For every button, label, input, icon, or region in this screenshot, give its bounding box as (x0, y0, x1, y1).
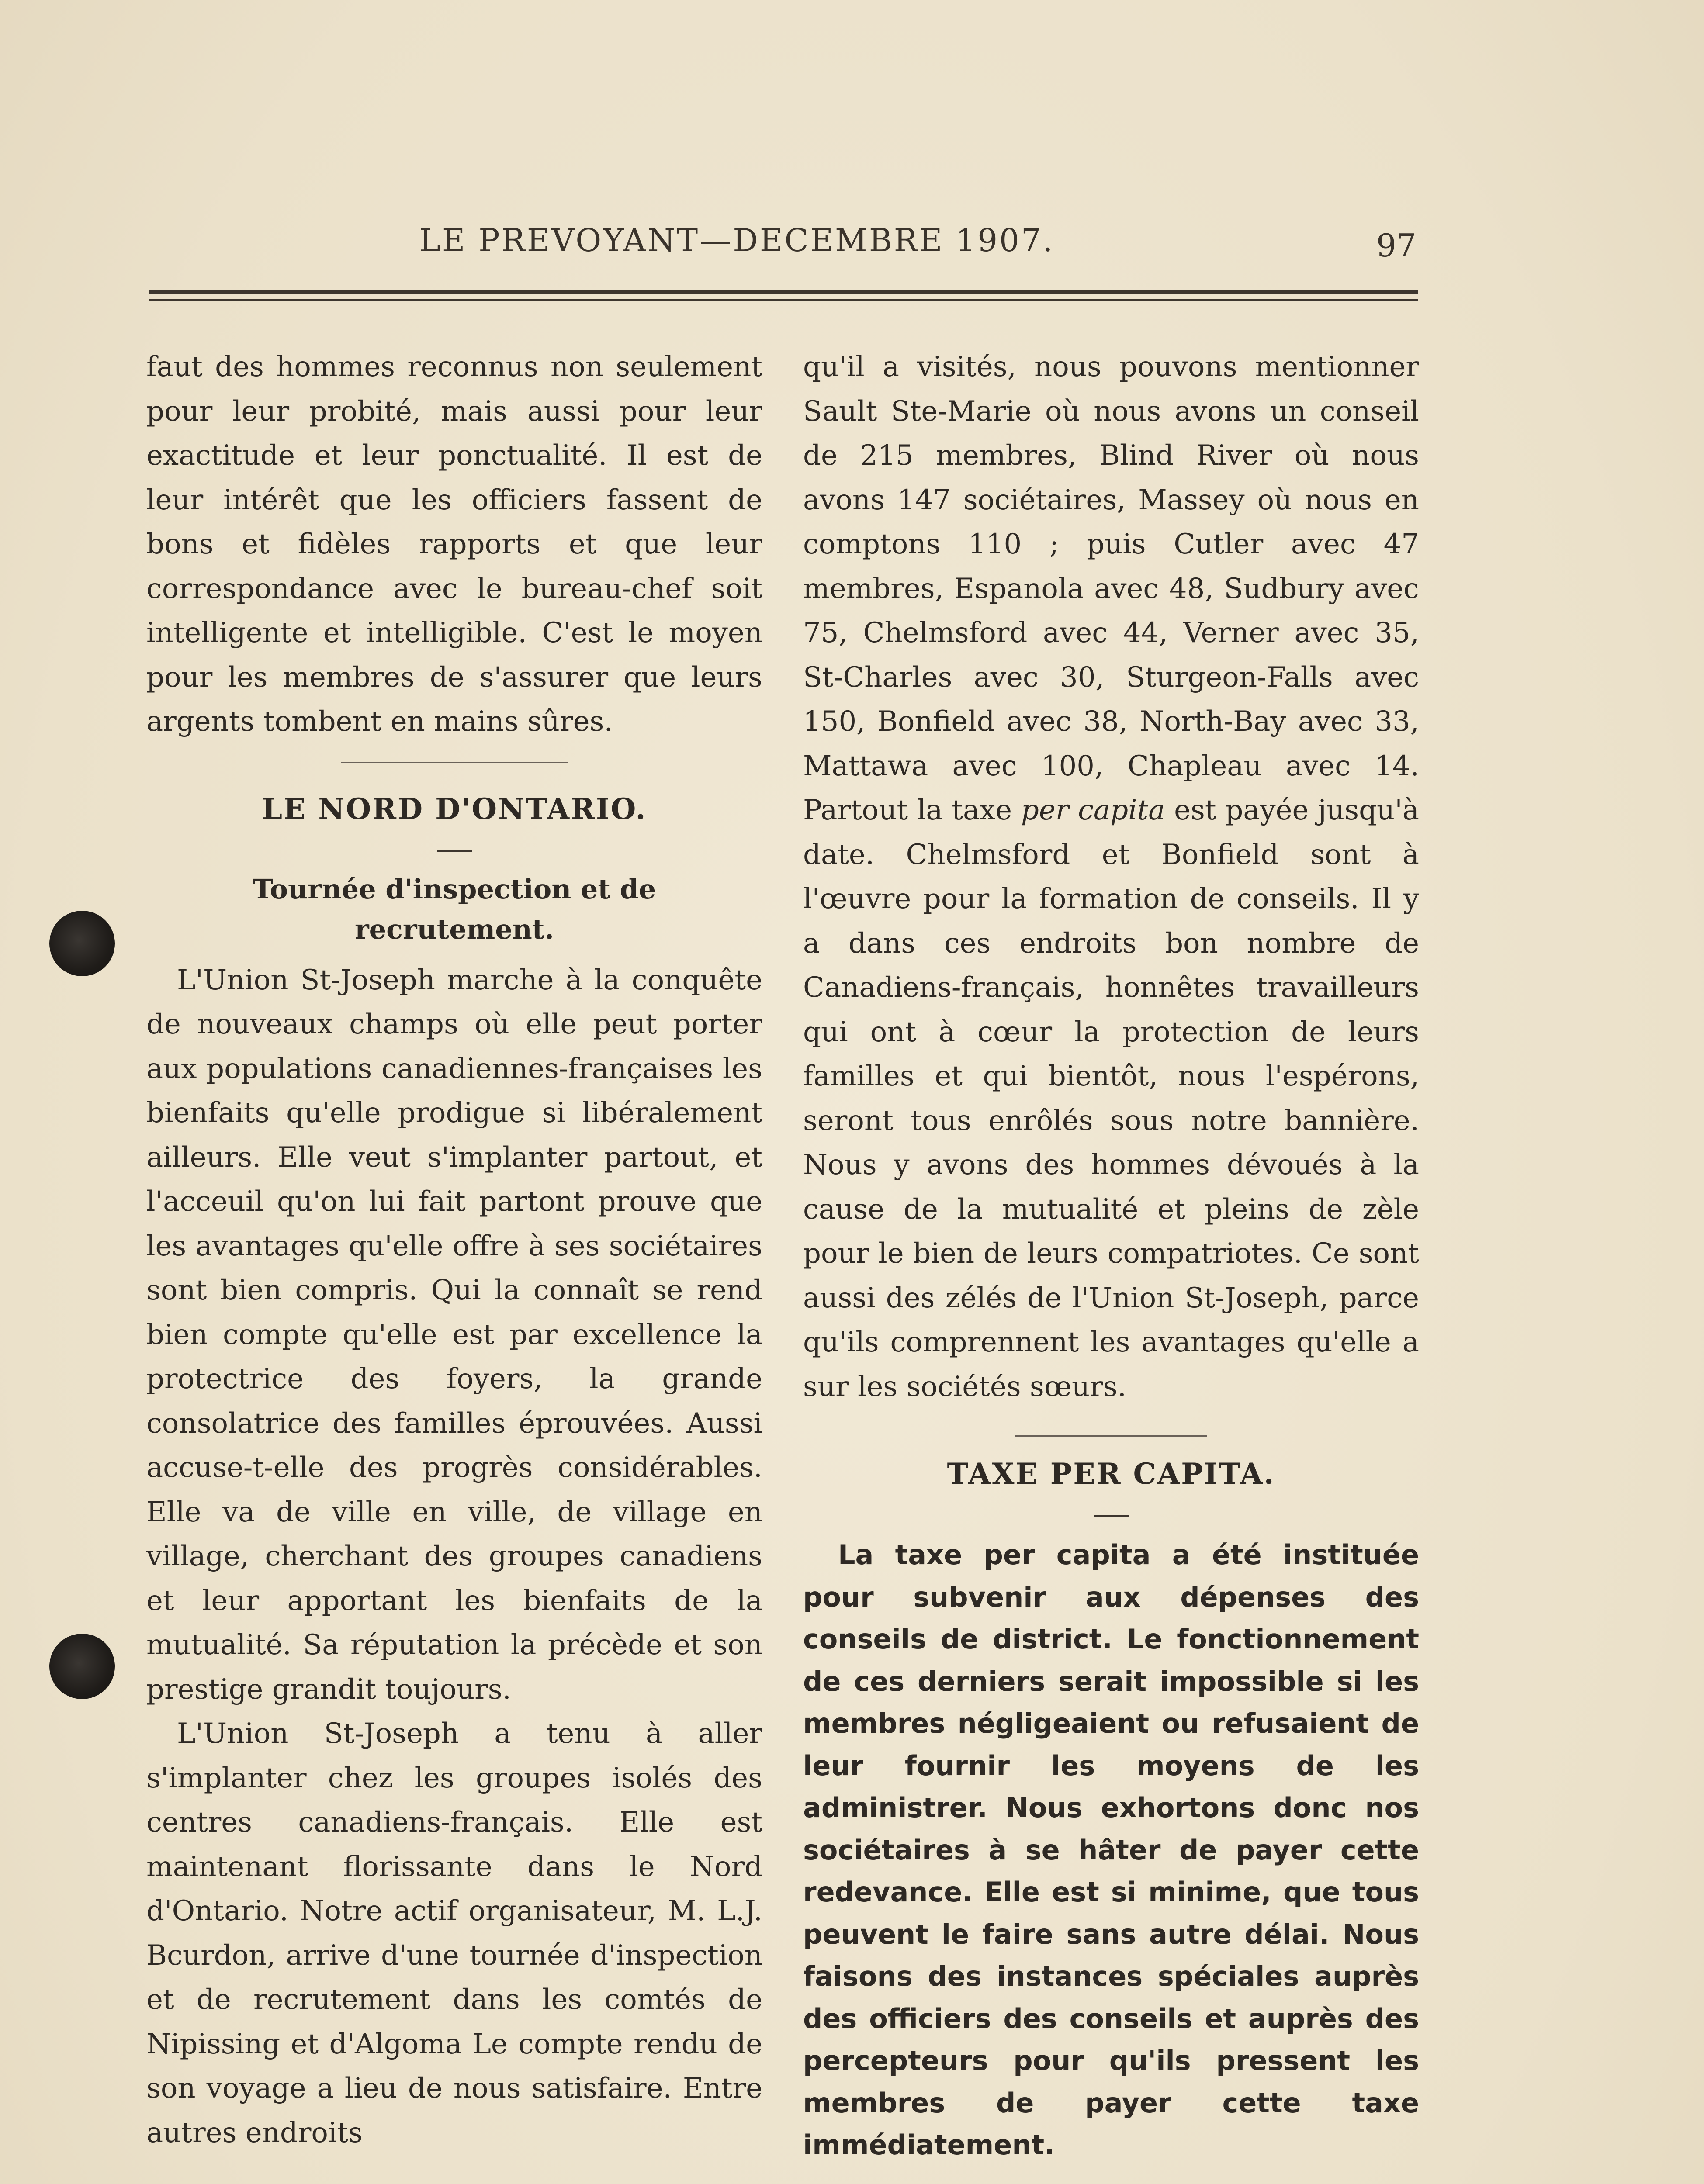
paragraph-text: qu'il a visités, nous pouvons mentionner Sault Ste-Marie où nous avons un conseil de 215 membres, Blind River où nous avons 147 sociétaires, Massey où nous en comptons 110 ; puis Cutler avec 47 membres, Espanola avec 48, Sudbury avec 75, Chelmsford avec 44, Verner avec 35, St-Charles avec 30, Sturgeon-Falls avec 150, Bonfield avec 38, North-Bay avec 33, Mattawa avec 100, Chapleau avec 14. Partout la taxe (803, 351, 1419, 826)
section-divider (1015, 1435, 1207, 1437)
page-number: 97 (1376, 227, 1417, 264)
section-subtitle: Tournée d'inspection et de recrutement. (253, 873, 656, 945)
section-title: LE NORD D'ONTARIO. (262, 791, 647, 826)
paragraph: L'Union St-Joseph marche à la conquête de nouveaux champs où elle peut porter aux populations canadiennes-françaises les bienfaits qu'elle prodigue si libéralement ailleurs. Elle veut s'implanter partout, et l'acceuil qu'on lui fait partont prouve que les avantages qu'elle offre à ses sociétaires sont bien compris. Qui la connaît se rend bien compte qu'elle est par excellence la protectrice des foyers, la grande consolatrice des familles éprouvées. Aussi accuse-t-elle des progrès considérables. Elle va de ville en ville, de village en village, cherchant des groupes canadiens et leur apportant les bienfaits de la mutualité. Sa réputation la précède et son prestige grandit toujours. (146, 964, 762, 1706)
running-head: LE PREVOYANT—DECEMBRE 1907. (419, 222, 1055, 259)
paragraph: faut des hommes reconnus non seulement pour leur probité, mais aussi pour leur exactitude et leur ponctualité. Il est de leur intérêt que les officiers fassent de bons et fidèles rapports et que leur correspondance avec le bureau-chef soit intelligente et intelligible. C'est le moyen pour les membres de s'assurer que leurs argents tombent en mains sûres. (146, 351, 762, 738)
paragraph: L'Union St-Joseph a tenu à aller s'implanter chez les groupes isolés des centres canadiens-français. Elle est maintenant florissante dans le Nord d'Ontario. Notre actif organisateur, M. L.J. Bcurdon, arrive d'une tournée d'inspection et de recrutement dans les comtés de Nipissing et d'Algoma Le compte rendu de son voyage a lieu de nous satisfaire. Entre autres endroits (146, 1717, 762, 2149)
right-column (803, 345, 1419, 2167)
left-column (146, 345, 762, 2155)
italic-term: per capita (1021, 794, 1165, 826)
header-rule (149, 299, 1418, 301)
bold-paragraph: La taxe per capita a été instituée pour subvenir aux dépenses des conseils de district. Le fonctionnement de ces derniers serait impossible si les membres négligeaient ou refusaient de leur fournir les moyens de les administrer. Nous exhortons donc nos sociétaires à se hâter de payer cette redevance. Elle est si minime, que tous peuvent le faire sans autre délai. Nous faisons des instances spéciales auprès des officiers des conseils et auprès des percepteurs pour qu'ils pressent les membres de payer cette taxe immédiatement. (803, 1539, 1419, 2161)
punch-hole (49, 911, 115, 976)
header-rule (149, 290, 1418, 294)
paragraph (803, 345, 1419, 1409)
title-dash (1094, 1515, 1129, 1517)
punch-hole (49, 1634, 115, 1699)
paragraph-text: est payée jusqu'à date. Chelmsford et Bonfield sont à l'œuvre pour la formation de conseils. Il y a dans ces endroits bon nombre de Canadiens-français, honnêtes travailleurs qui ont à cœur la protection de leurs familles et qui bientôt, nous l'espérons, seront tous enrôlés sous notre bannière. Nous y avons des hommes dévoués à la cause de la mutualité et pleins de zèle pour le bien de leurs compatriotes. Ce sont aussi des zélés de l'Union St-Joseph, parce qu'ils comprennent les avantages qu'elle a sur les sociétés sœurs. (803, 794, 1420, 1403)
section-title: TAXE PER CAPITA. (947, 1457, 1275, 1491)
section-divider (341, 762, 568, 763)
title-dash (437, 850, 472, 852)
